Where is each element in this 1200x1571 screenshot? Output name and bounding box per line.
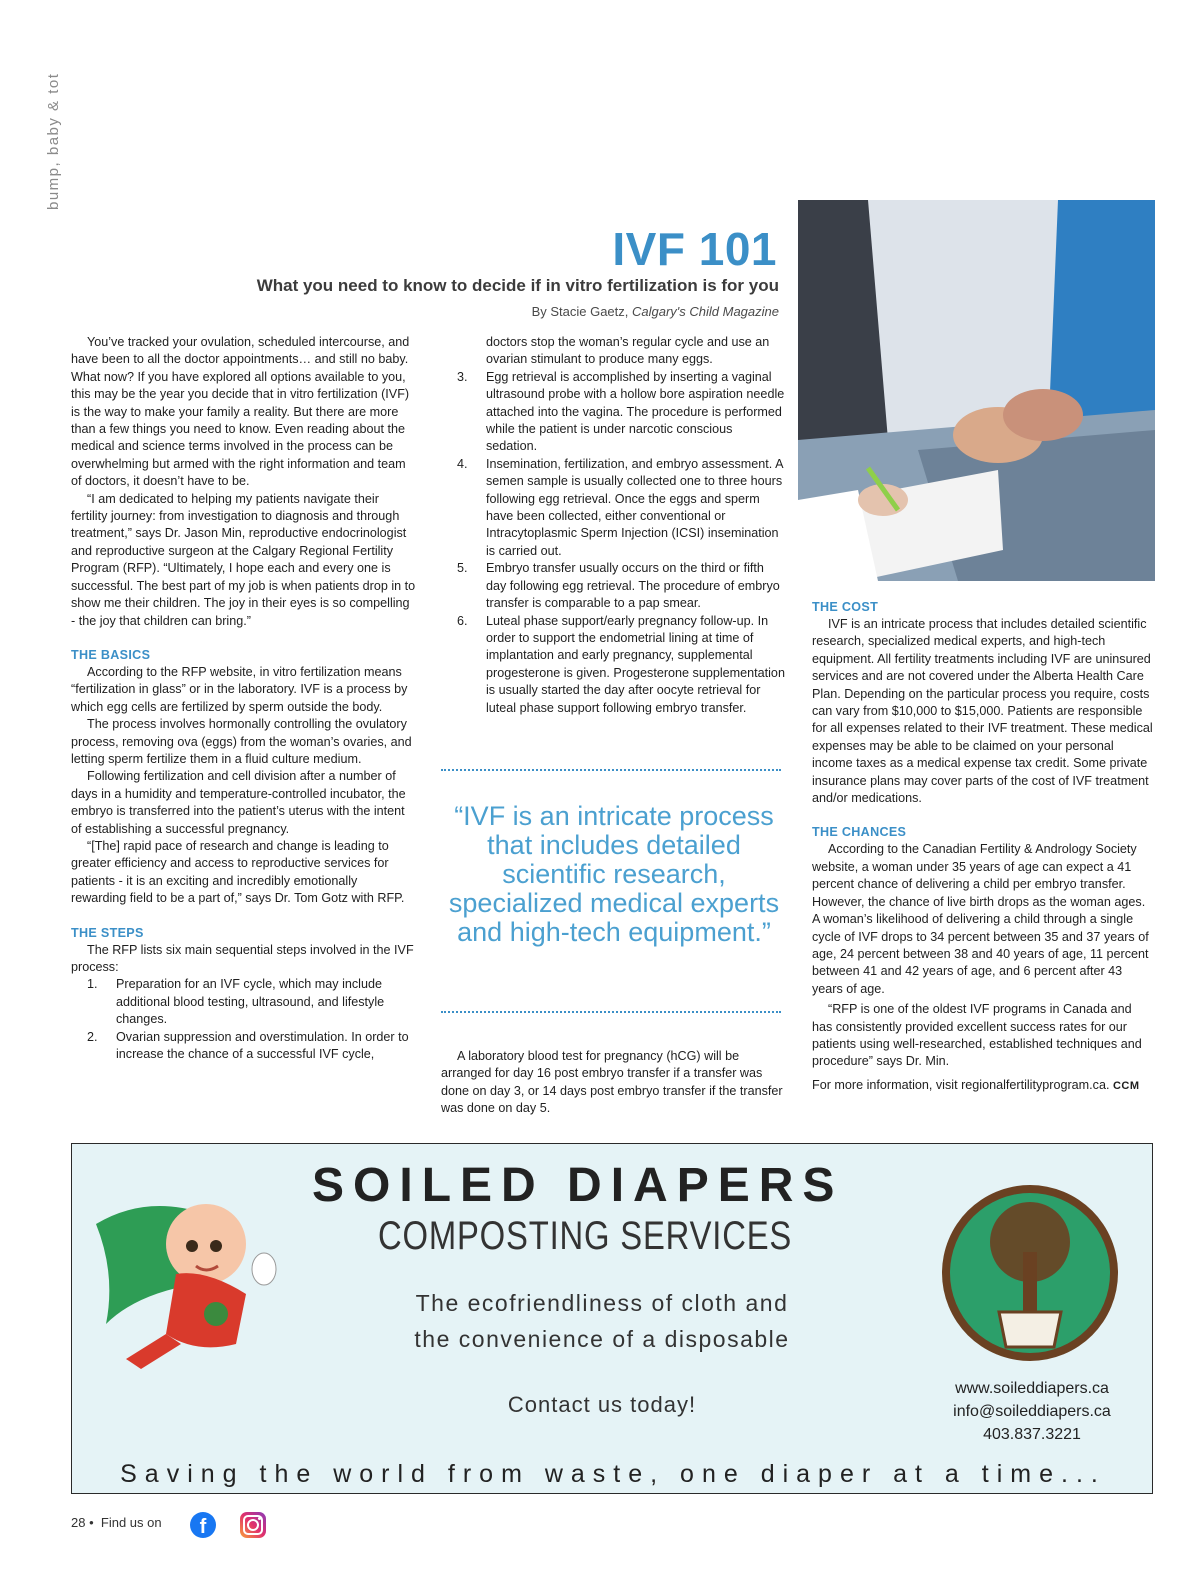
basics-paragraph: The process involves hormonally controlling the ovulatory process, removing ova (eggs) from the woman’s ovaries, and letting sperm fertilize them in a fluid culture medium. <box>71 717 412 766</box>
blood-test-paragraph: A laboratory blood test for pregnancy (hCG) will be arranged for day 16 post embryo transfer if a transfer was done on day 3, or 14 days post embryo transfer if the transfer was done on day 5. <box>441 1049 783 1116</box>
step-text: doctors stop the woman’s regular cycle and use an ovarian stimulant to produce many eggs. <box>486 335 770 367</box>
step-item <box>441 369 786 456</box>
step-item <box>71 976 416 1028</box>
more-info-text: For more information, visit regionalfertilityprogram.ca. <box>812 1077 1113 1092</box>
step-number: 1. <box>87 977 98 992</box>
chances-paragraph: According to the Canadian Fertility & Andrology Society website, a woman under 35 years of age can expect a 41 percent chance of delivering a child per embryo transfer. However, the chance of live birth drops as the woman ages. A woman’s likelihood of delivering a child through a single cycle of IVF drops to 34 percent between 35 and 37 years of age, 24 percent between 38 and 40 years of age, 11 percent between 41 and 42 years of age, and 6 percent after 43 years of age. <box>812 842 1149 996</box>
column-1 <box>71 334 416 1063</box>
facebook-icon[interactable]: f <box>190 1512 216 1538</box>
pull-quote-top-rule <box>441 769 781 771</box>
page-footer <box>71 1515 162 1530</box>
step-item <box>71 1029 416 1064</box>
article-subtitle: What you need to know to decide if in vitro fertilization is for you <box>256 276 779 295</box>
ad-cta: Contact us today! <box>507 1392 697 1417</box>
steps-list-continued <box>441 334 786 717</box>
find-us-label: Find us on <box>100 1515 162 1530</box>
step-number: 5. <box>457 561 468 576</box>
ad-title: SOILED DIAPERS <box>312 1159 844 1212</box>
byline-source: Calgary's Child Magazine <box>632 304 779 319</box>
step-item <box>441 334 786 369</box>
cost-paragraph: IVF is an intricate process that includes detailed scientific research, specialized medical experts, and high-tech equipment. All fertility treatments including IVF are uninsured services and are not covered under the Alberta Health Care Plan. Depending on the particular process you require, costs can vary from $10,000 to $15,000. Patients are responsible for all expenses related to their IVF treatment. These medical expenses may be able to be claimed on your personal income taxes as a medical expense tax credit. Some private insurance plans may cover parts of the cost of IVF treatment and/or medications. <box>812 617 1153 806</box>
basics-paragraph: “[The] rapid pace of research and change is leading to greater efficiency and access to reproductive services for patients - it is an exciting and incredibly emotionally rewarding field to be a part of,” says Dr. Tom Gotz with RFP. <box>71 838 405 906</box>
step-item <box>441 456 786 560</box>
superhero-baby-illustration <box>86 1174 286 1374</box>
blood-test-block <box>441 1048 786 1118</box>
intro-paragraph: “I am dedicated to helping my patients navigate their fertility journey: from investigation to diagnosis and through treatment,” says Dr. Jason Min, reproductive endocrinologist and reproductive surgeon at the Calgary Regional Fertility Program (RFP). “Ultimately, I hope each and every one is successful. The best part of my job is when patients drop in to show me their children. The joy in their eyes is so compelling - the joy that children can bring.” <box>71 491 416 628</box>
step-number: 3. <box>457 369 468 384</box>
step-number: 6. <box>457 613 468 628</box>
page-number: 28 <box>71 1515 86 1530</box>
tree-logo-icon <box>939 1182 1121 1364</box>
intro-paragraph: You’ve tracked your ovulation, scheduled intercourse, and have been to all the doctor appointments… and still no baby. What now? If you have explored all options available to you, this may be the year you decide that in vitro fertilization (IVF) is the way to make your family a reality. But there are more than a few things you need to know. Even reading about the medical and science terms involved in the process can be overwhelming but armed with the right information and team of doctors, it doesn’t have to be. <box>71 335 410 489</box>
ad-phone[interactable]: 403.837.3221 <box>983 1426 1081 1443</box>
pull-quote-bottom-rule <box>441 1011 781 1013</box>
column-2 <box>441 334 786 717</box>
cost-heading: THE COST <box>812 600 879 614</box>
basics-heading: THE BASICS <box>71 647 151 662</box>
chances-paragraph: “RFP is one of the oldest IVF programs in Canada and has consistently provided excellent success rates for our patients using well-researched, established techniques and procedure” says Dr. Min. <box>812 1002 1142 1069</box>
step-item <box>441 613 786 717</box>
basics-paragraph: Following fertilization and cell division after a number of days in a humidity and temperature-controlled incubator, the embryo is transferred into the patient’s uterus with the intent of establishing a successful pregnancy. <box>71 769 406 836</box>
section-label: bump, baby & tot <box>45 72 62 210</box>
more-info <box>812 1077 1154 1095</box>
ad-subtitle: COMPOSTING SERVICES <box>378 1214 793 1258</box>
step-item <box>441 560 786 612</box>
pull-quote: “IVF is an intricate process that includes detailed scientific research, specialized medical experts and high-tech equipment.” <box>448 801 780 947</box>
end-mark: CCM <box>1112 1079 1140 1092</box>
byline-author: By Stacie Gaetz, <box>531 304 632 319</box>
chances-heading: THE CHANCES <box>812 825 907 840</box>
ad-tagline: Saving the world from waste, one diaper at a time... <box>120 1460 1106 1488</box>
hands-photo-illustration <box>798 200 1155 581</box>
column-3 <box>812 599 1154 1095</box>
step-text: Embryo transfer usually occurs on the third or fifth day following egg retrieval. The procedure of embryo transfer is comparable to a pap smear. <box>486 561 780 611</box>
step-number: 4. <box>457 456 468 471</box>
ad-email[interactable]: info@soileddiapers.ca <box>953 1403 1111 1420</box>
soiled-diapers-ad[interactable] <box>71 1143 1153 1494</box>
steps-list <box>71 976 416 1063</box>
step-text: Egg retrieval is accomplished by inserting a vaginal ultrasound probe with a hollow bore aspiration needle attached into the vagina. The procedure is performed while the patient is under narcotic conscious sedation. <box>486 369 785 454</box>
article-title: IVF 101 <box>612 223 777 275</box>
step-text: Insemination, fertilization, and embryo assessment. A semen sample is usually collected one to three hours following egg retrieval. Once the eggs and sperm have been collected, either conventional or Intracytoplasmic Sperm Injection (ICSI) insemination is carried out. <box>486 456 783 558</box>
step-text: Preparation for an IVF cycle, which may include additional blood testing, ultrasound, and lifestyle changes. <box>116 977 385 1027</box>
basics-paragraph: According to the RFP website, in vitro fertilization means “fertilization in glass” or in the laboratory. IVF is a process by which egg cells are fertilized by sperm outside the body. <box>71 664 408 714</box>
instagram-icon[interactable] <box>240 1512 266 1538</box>
step-text: Luteal phase support/early pregnancy follow-up. In order to support the endometrial lining at time of implantation and early pregnancy, supplemental progesterone is given. Progesterone supplementation is usually started the day after oocyte retrieval for luteal phase support following embryo transfer. <box>486 613 785 715</box>
footer-bullet: • <box>89 1515 94 1530</box>
steps-intro: The RFP lists six main sequential steps involved in the IVF process: <box>71 942 414 974</box>
steps-heading: THE STEPS <box>71 925 144 940</box>
ad-line-2: the convenience of a disposable <box>414 1326 790 1352</box>
step-number: 2. <box>87 1029 98 1044</box>
ad-line-1: The ecofriendliness of cloth and <box>415 1290 789 1316</box>
article-byline <box>532 304 779 319</box>
hands-photo <box>798 200 1155 581</box>
step-text: Ovarian suppression and overstimulation. In order to increase the chance of a successful IVF cycle, <box>116 1029 409 1062</box>
ad-website[interactable]: www.soileddiapers.ca <box>955 1380 1109 1397</box>
